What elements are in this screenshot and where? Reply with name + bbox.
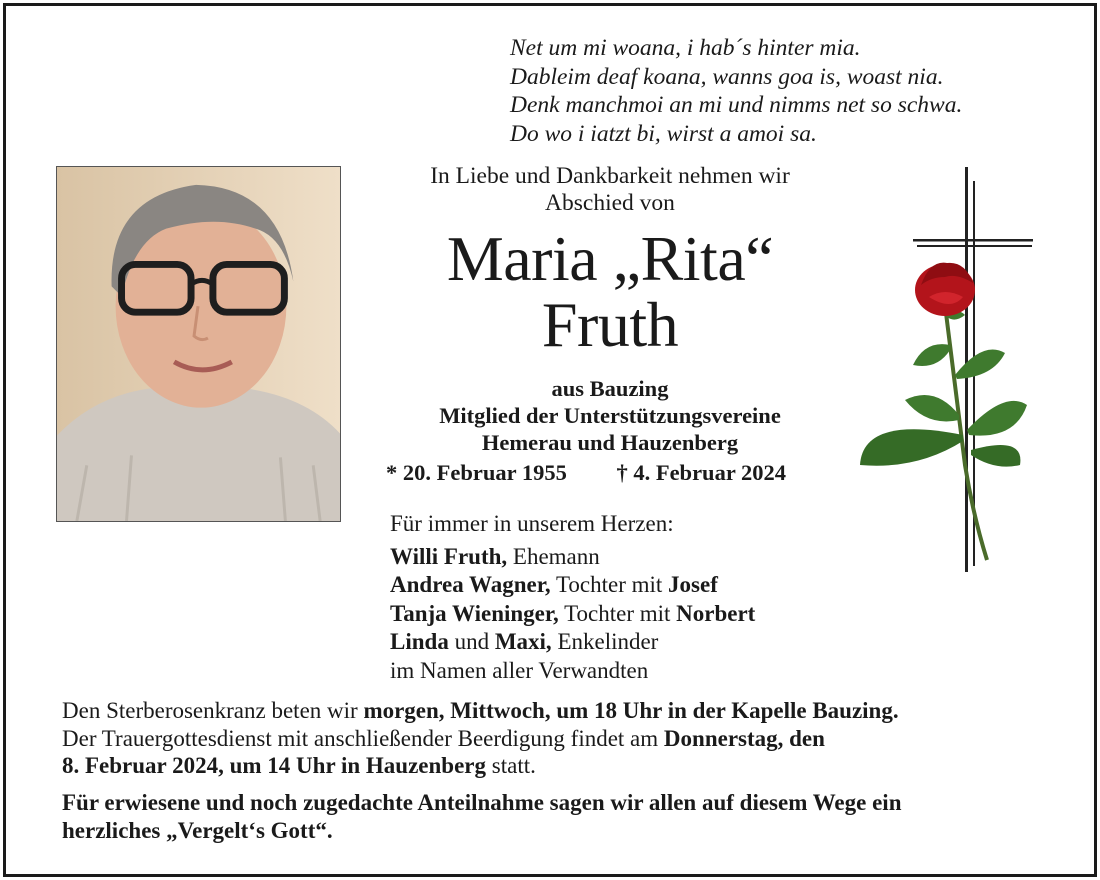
family-member xyxy=(390,600,755,629)
farewell-intro xyxy=(360,163,860,217)
member-name: Maxi, xyxy=(494,629,552,654)
member-name: Willi Fruth, xyxy=(390,543,508,569)
funeral-line xyxy=(62,725,899,753)
cross-rose-icon xyxy=(855,165,1035,575)
death-date: † 4. Februar 2024 xyxy=(616,460,787,485)
member-partner: Norbert xyxy=(676,600,756,626)
family-member xyxy=(390,571,755,600)
rosary-line xyxy=(62,697,899,725)
member-join: und xyxy=(448,629,495,654)
thanks-text xyxy=(62,789,902,845)
origin-text: aus Bauzing xyxy=(551,376,669,401)
intro-line: In Liebe und Dankbarkeit nehmen wir xyxy=(430,163,790,189)
member-name: Andrea Wagner, xyxy=(390,572,551,597)
funeral-suffix: statt. xyxy=(486,753,536,778)
family-list xyxy=(390,510,755,685)
member-relation: Enkelinder xyxy=(551,629,659,654)
membership-text: Hemerau und Hauzenberg xyxy=(481,430,739,455)
poem-line: Net um mi woana, i hab´s hinter mia. xyxy=(510,35,861,61)
family-member xyxy=(390,543,755,572)
deceased-name xyxy=(360,223,860,360)
funeral-prefix: Der Trauergottesdienst mit anschließender Beerdigung findet am xyxy=(62,725,664,751)
funeral-day: Donnerstag, den xyxy=(663,725,825,751)
rosary-time: morgen, Mittwoch, um 18 Uhr in der Kapelle Bauzing. xyxy=(363,698,899,723)
family-member xyxy=(390,628,755,657)
name-line-last: Fruth xyxy=(541,289,679,360)
poem-line: Denk manchmoi an mi und nimms net so schwa. xyxy=(510,92,963,118)
relatives-line: im Namen aller Verwandten xyxy=(390,657,649,683)
thanks-line: Für erwiesene und noch zugedachte Anteilnahme sagen wir allen auf diesem Wege ein xyxy=(62,790,902,815)
service-info xyxy=(62,697,899,780)
poem xyxy=(510,34,962,148)
poem-line: Do wo i iatzt bi, wirst a amoi sa. xyxy=(510,120,817,147)
funeral-time: 8. Februar 2024, um 14 Uhr in Hauzenberg xyxy=(62,753,487,778)
family-heading: Für immer in unserem Herzen: xyxy=(390,511,674,536)
member-relation: Tochter mit xyxy=(558,600,677,626)
life-dates xyxy=(386,460,786,486)
member-name: Linda xyxy=(390,629,449,654)
intro-line: Abschied von xyxy=(545,190,675,216)
membership-text: Mitglied der Unterstützungsvereine xyxy=(439,403,781,428)
name-line-first: Maria „Rita“ xyxy=(446,223,774,294)
poem-line: Dableim deaf koana, wanns goa is, woast nia. xyxy=(510,63,944,90)
member-relation: Ehemann xyxy=(507,543,600,569)
deceased-details xyxy=(360,375,860,456)
rosary-prefix: Den Sterberosenkranz beten wir xyxy=(62,698,364,723)
thanks-line: herzliches „Vergelt‘s Gott“. xyxy=(62,818,333,843)
member-name: Tanja Wieninger, xyxy=(390,600,559,626)
portrait-photo xyxy=(56,166,341,522)
funeral-line xyxy=(62,752,899,780)
birth-date: * 20. Februar 1955 xyxy=(386,460,567,485)
member-partner: Josef xyxy=(668,572,718,597)
member-relation: Tochter mit xyxy=(550,572,669,597)
